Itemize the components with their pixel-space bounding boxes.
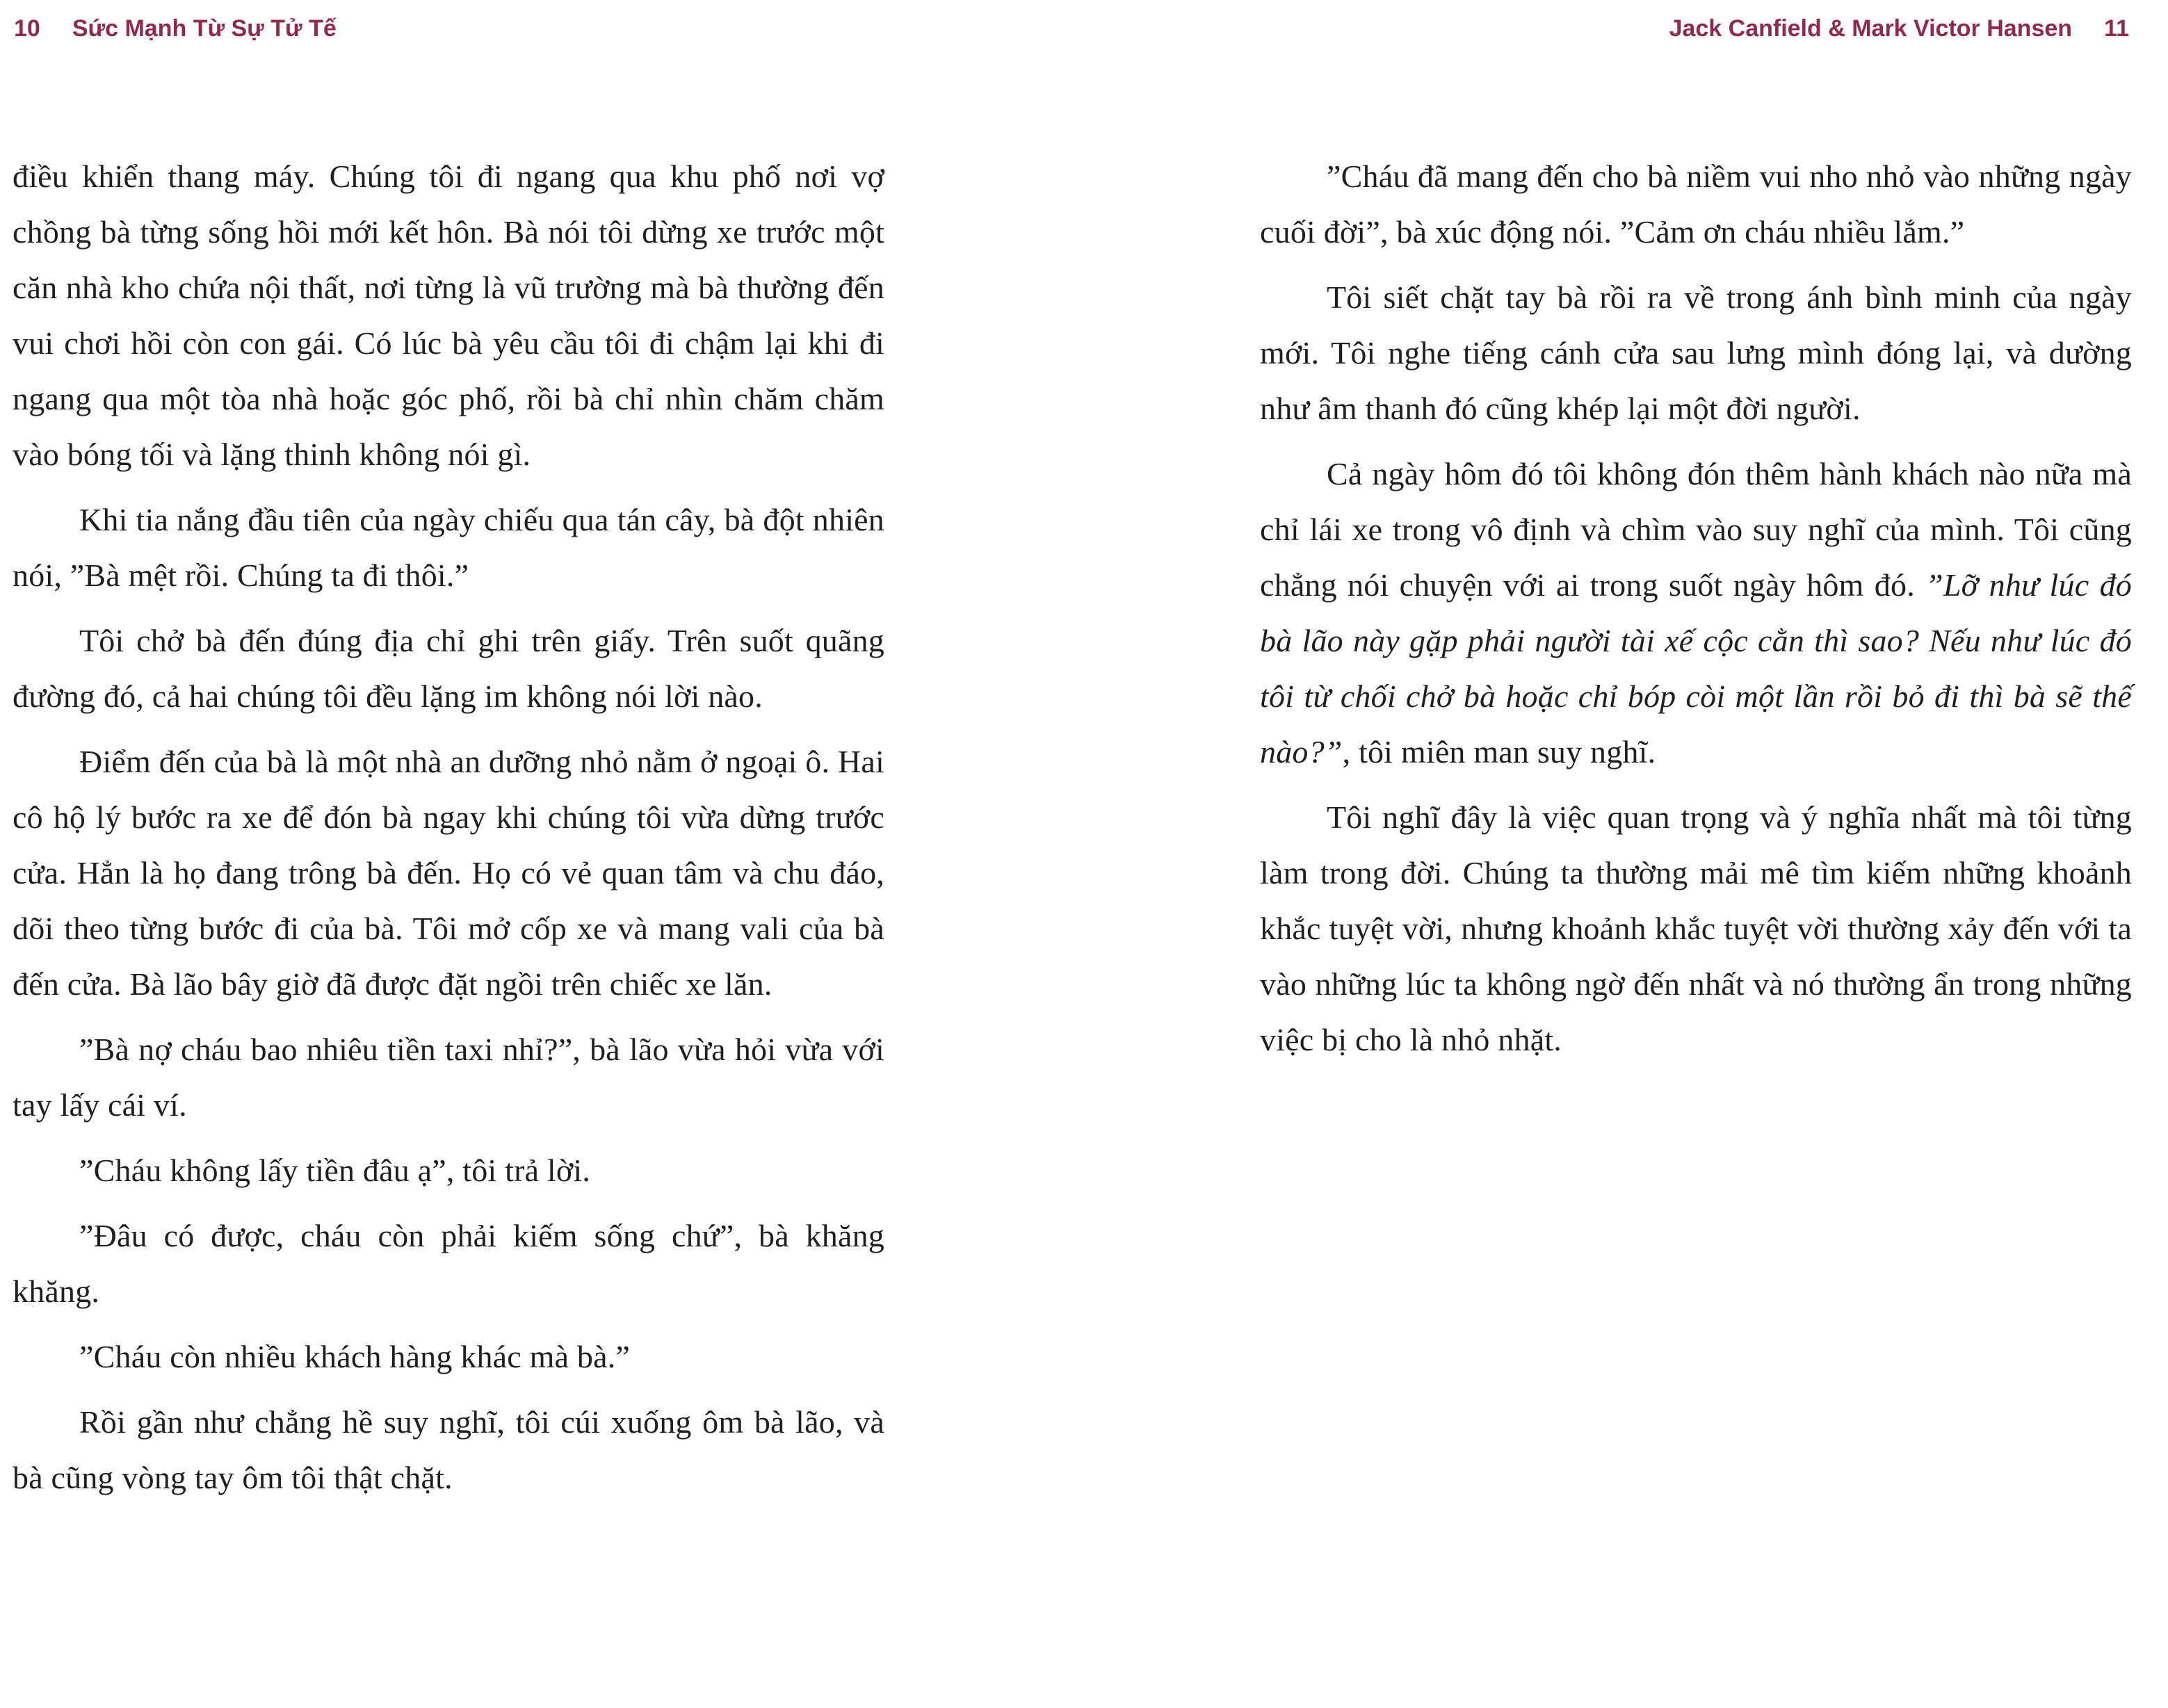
- running-header: [0, 15, 2168, 57]
- authors-names: Jack Canfield & Mark Victor Hansen: [1669, 15, 2073, 42]
- paragraph: [1260, 446, 2132, 780]
- paragraph: [13, 1022, 884, 1133]
- page-number-right: 11: [2104, 15, 2129, 42]
- text-run: Tôi siết chặt tay bà rồi ra về trong ánh bình minh của ngày mới. Tôi nghe tiếng cánh cửa sau lưng mình đóng lại, và dường như âm thanh đó cũng khép lại một đời người.: [1260, 279, 2132, 426]
- text-run: ”Cháu đã mang đến cho bà niềm vui nho nhỏ vào những ngày cuối đời”, bà xúc động nói. ”Cảm ơn cháu nhiều lắm.”: [1260, 158, 2132, 250]
- text-run: Điểm đến của bà là một nhà an dưỡng nhỏ nằm ở ngoại ô. Hai cô hộ lý bước ra xe để đón bà ngay khi chúng tôi vừa dừng trước cửa. Hẳn là họ đang trông bà đến. Họ có vẻ quan tâm và chu đáo, dõi theo từng bước đi của bà. Tôi mở cốp xe và mang vali của bà đến cửa. Bà lão bây giờ đã được đặt ngồi trên chiếc xe lăn.: [13, 744, 884, 1002]
- paragraph: [13, 1329, 884, 1385]
- paragraph: [13, 1208, 884, 1319]
- text-run: ”Cháu còn nhiều khách hàng khác mà bà.”: [79, 1339, 631, 1374]
- paragraph: [1260, 790, 2132, 1068]
- paragraph: [1260, 270, 2132, 437]
- text-run: điều khiển thang máy. Chúng tôi đi ngang qua khu phố nơi vợ chồng bà từng sống hồi mới kết hôn. Bà nói tôi dừng xe trước một căn nhà kho chứa nội thất, nơi từng là vũ trường mà bà thường đến vui chơi hồi còn con gái. Có lúc bà yêu cầu tôi đi chậm lại khi đi ngang qua một tòa nhà hoặc góc phố, rồi bà chỉ nhìn chăm chăm vào bóng tối và lặng thinh không nói gì.: [13, 158, 884, 472]
- paragraph: [13, 1394, 884, 1506]
- header-left: [14, 15, 337, 42]
- paragraph: [13, 492, 884, 603]
- text-run: Rồi gần như chẳng hề suy nghĩ, tôi cúi xuống ôm bà lão, và bà cũng vòng tay ôm tôi thật chặt.: [13, 1404, 884, 1495]
- text-run: ”Cháu không lấy tiền đâu ạ”, tôi trả lời.: [79, 1153, 591, 1188]
- text-run: Tôi chở bà đến đúng địa chỉ ghi trên giấy. Trên suốt quãng đường đó, cả hai chúng tôi đều lặng im không nói lời nào.: [13, 623, 884, 714]
- text-run: ”Bà nợ cháu bao nhiêu tiền taxi nhỉ?”, bà lão vừa hỏi vừa với tay lấy cái ví.: [13, 1032, 884, 1123]
- text-run: , tôi miên man suy nghĩ.: [1342, 734, 1656, 770]
- book-title: Sức Mạnh Từ Sự Tử Tế: [72, 15, 337, 42]
- paragraph: [1260, 149, 2132, 260]
- text-run: Cả ngày hôm đó tôi không đón thêm hành khách nào nữa mà chỉ lái xe trong vô định và chìm vào suy nghĩ của mình. Tôi cũng chẳng nói chuyện với ai trong suốt ngày hôm đó.: [1260, 456, 2132, 603]
- text-run: Khi tia nắng đầu tiên của ngày chiếu qua tán cây, bà đột nhiên nói, ”Bà mệt rồi. Chúng ta đi thôi.”: [13, 502, 884, 593]
- header-right: [1669, 15, 2129, 42]
- text-run: Tôi nghĩ đây là việc quan trọng và ý nghĩa nhất mà tôi từng làm trong đời. Chúng ta thường mải mê tìm kiếm những khoảnh khắc tuyệt vời, nhưng khoảnh khắc tuyệt vời thường xảy đến với ta vào những lúc ta không ngờ đến nhất và nó thường ẩn trong những việc bị cho là nhỏ nhặt.: [1260, 799, 2132, 1057]
- right-page-body: [1260, 149, 2132, 1077]
- left-page-body: [13, 149, 884, 1515]
- paragraph: [13, 1143, 884, 1198]
- paragraph: [13, 613, 884, 724]
- text-run: ”Đâu có được, cháu còn phải kiếm sống chứ”, bà khăng khăng.: [13, 1218, 884, 1309]
- italic-text-run: ”Lỡ như lúc đó bà lão này gặp phải người tài xế cộc cằn thì sao? Nếu như lúc đó tôi từ chối chở bà hoặc chỉ bóp còi một lần rồi bỏ đi thì bà sẽ thế nào?”: [1260, 567, 2132, 770]
- paragraph: [13, 734, 884, 1012]
- page-number-left: 10: [14, 15, 40, 42]
- paragraph: [13, 149, 884, 482]
